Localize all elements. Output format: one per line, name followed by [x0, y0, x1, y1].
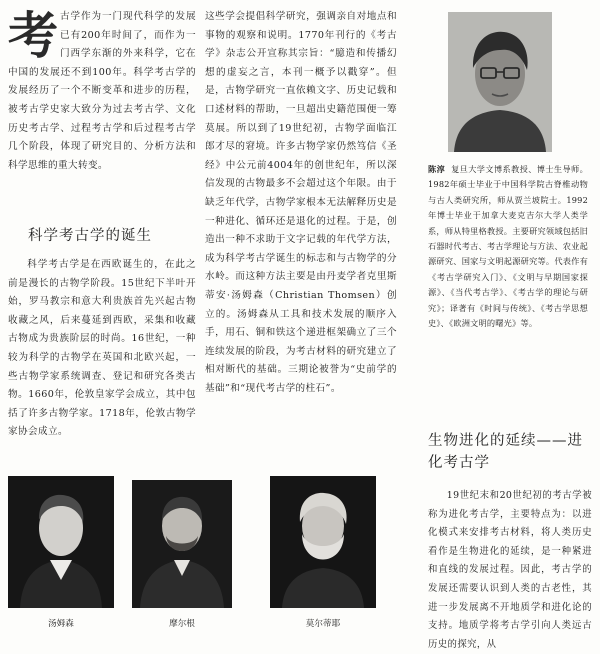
- section-heading-scientific-archaeology: 科学考古学的诞生: [28, 228, 152, 244]
- portrait-mortillet: [270, 476, 376, 608]
- section-heading-evolutionary-archaeology: 生物进化的延续——进化考古学: [428, 433, 583, 471]
- drop-cap: 考: [8, 6, 58, 65]
- portrait-caption: 莫尔蒂耶: [305, 619, 341, 629]
- portrait-caption: 摩尔根: [169, 619, 195, 629]
- portrait-caption: 汤姆森: [48, 619, 74, 629]
- intro-paragraph: 古学作为一门现代科学的发展已有200年时间了，而作为一门西学东渐的外来科学，它在中国的发展还不到100年。科学考古学的发展经历了一个不断变革和进步的历程，被考古学史家大致分为过去考古学、文化历史考古学、过程考古学和后过程考古学几个阶段，体现了研究目的、分析方法和科学思维的重大转变。: [8, 11, 196, 171]
- section-body-evolutionary-archaeology: 19世纪末和20世纪初的考古学被称为进化考古学，主要特点为：以进化模式来安排考古材料，将人类历史看作是生物进化的延续，是一种紧进和直线的发展过程。因此，考古学的发展还需要认识到人类的古老性，其进一步发展离不开地质学和进化论的支持。地质学将考古学引向人类远古历史的探究，从: [428, 490, 592, 650]
- portrait-thomsen: [8, 476, 114, 608]
- middle-column-text: 这些学会提倡科学研究，强调亲自对地点和事物的观察和说明。1770年刊行的《考古学》杂志公开宣称其宗旨：“臆造和传播幻想的虚妄之言，本刊一概予以戳穿”。但是，古物学研究一直依赖文字、历史记载和口述材料的帮助，一旦超出史籍范围便一筹莫展。所以到了19世纪初，古物学面临江郎才尽的窘境。许多古物学家仍然笃信《圣经》中公元前4004年的创世纪年，所以深信发现的古物最多不会超过这个年限。由于缺乏年代学，古物学家根本无法解释历史是一种进化、循环还是退化的过程。于是，创造出一种不求助于文字记载的年代学方法，成为科学考古学诞生的标志和与古物学的分水岭。而这种方法主要是由丹麦学者克里斯蒂安·汤姆森（Christian Thomsen）创立的。汤姆森从工具和技术发展的顺序入手，用石、铜和铁这个递进框架确立了三个连续发展的阶段，为考古材料的研究建立了相对断代的基础。三期论被誉为“史前学的基础”和“现代考古学的柱石”。: [205, 11, 397, 394]
- author-bio-text: 复旦大学文博系教授、博士生导师。1982年硕士毕业于中国科学院古脊椎动物与古人类研究所，师从贾兰坡院士。1992年博士毕业于加拿大麦克吉尔大学人类学系，师从特里格教授。主要研究领域包括旧石器时代考古、考古学理论与方法、农业起源研究、国家与文明起源研究等。代表作有《考古学研究入门》、《文明与早期国家探源》、《当代考古学》、《考古学的理论与研究》；译著有《时间与传统》、《考古学思想史》、《欧洲文明的曙光》等。: [428, 164, 588, 329]
- portrait-morgan: [132, 480, 232, 608]
- author-bio: [428, 162, 588, 331]
- author-name: 陈淳: [428, 164, 446, 174]
- author-photo: [448, 12, 552, 152]
- section-body-scientific-archaeology: 科学考古学是在西欧诞生的，在此之前是漫长的古物学阶段。15世纪下半叶开始，罗马教宗和意大利贵族首先兴起古物收藏之风，后来蔓延到西欧，采集和收藏古物成为贵族阶层的时尚。16世纪，一种较为科学的古物学在英国和北欧兴起，一些古物学家系统调查、登记和研究各类古物。1660年，伦敦皇家学会成立，其中包括了许多古物学家。1718年，伦敦古物学家协会成立。: [8, 259, 196, 438]
